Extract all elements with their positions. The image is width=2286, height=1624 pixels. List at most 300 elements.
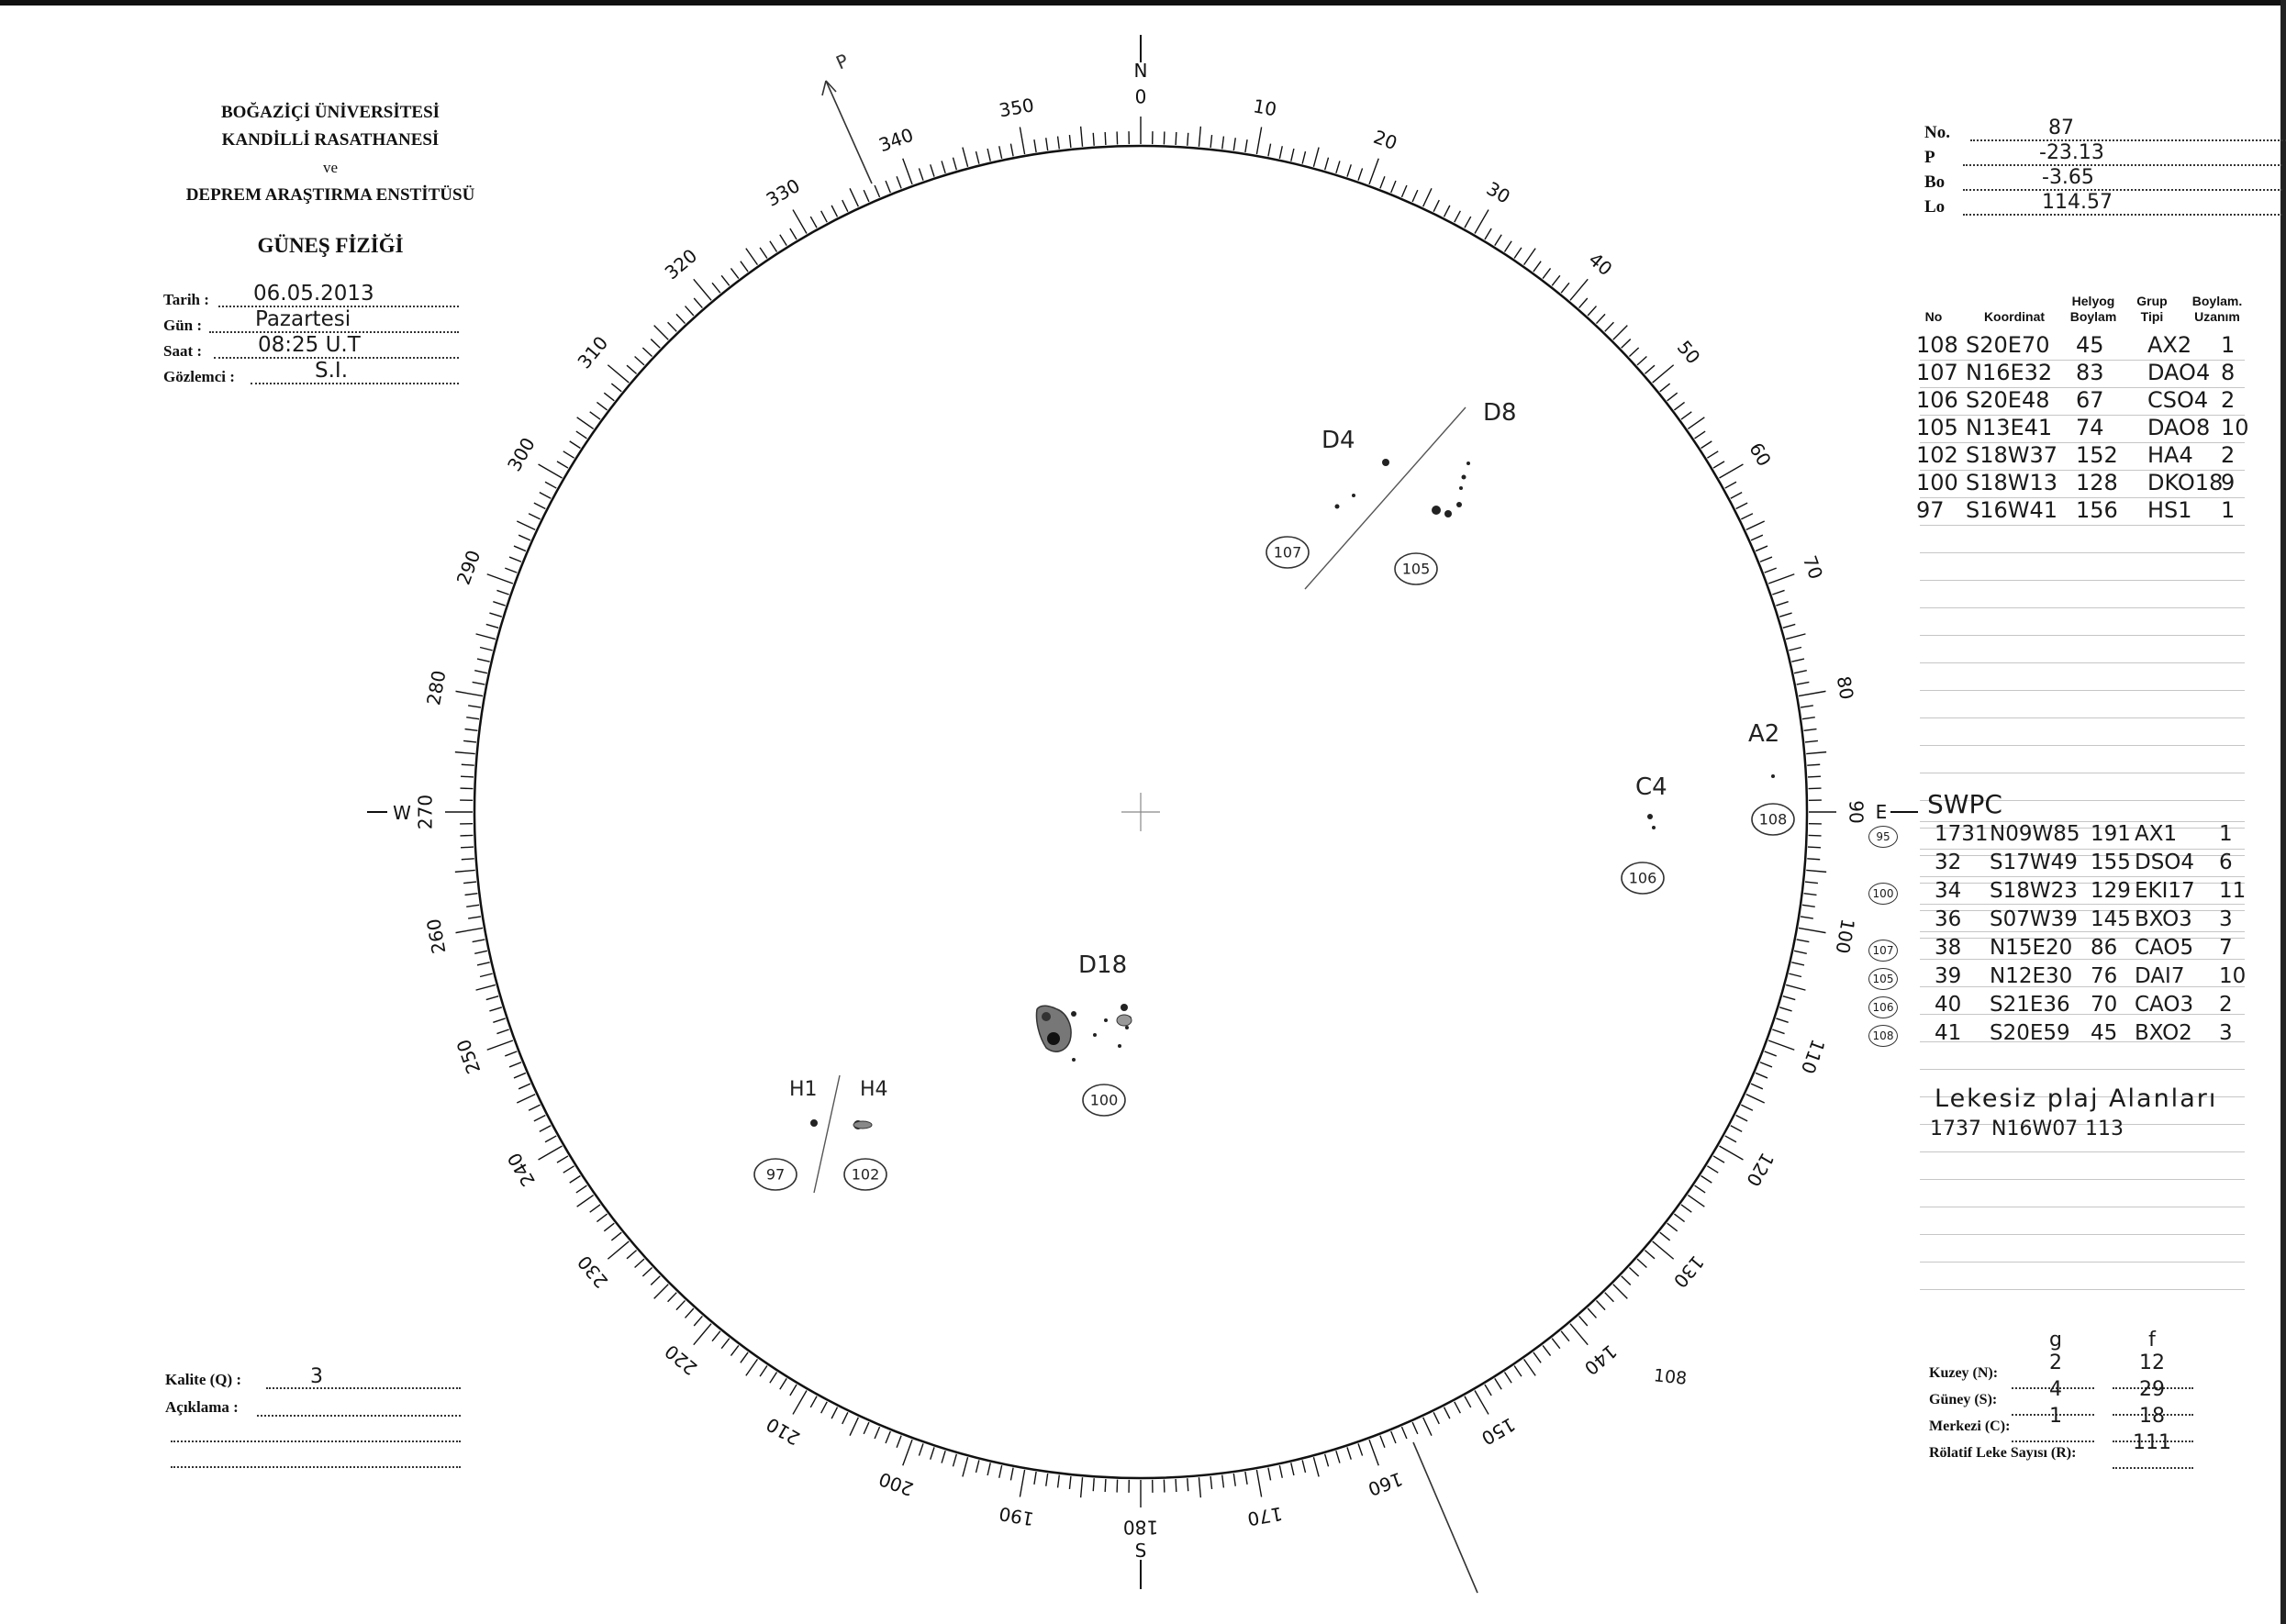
degree-tick: [1765, 1051, 1777, 1056]
degree-tick: [1725, 482, 1736, 488]
degree-tick: [850, 188, 858, 206]
degree-tick: [1746, 521, 1765, 529]
swpc-cell-ext: 3: [2219, 1021, 2233, 1045]
degree-tick: [1485, 1385, 1491, 1396]
degree-label: 70: [1798, 552, 1828, 583]
degree-tick: [1794, 951, 1807, 953]
degree-tick: [1069, 1476, 1070, 1489]
degree-tick: [897, 176, 901, 188]
degree-tick: [1741, 1105, 1753, 1110]
degree-tick: [480, 647, 493, 650]
degree-tick: [1504, 1373, 1511, 1384]
degree-tick: [1034, 1472, 1036, 1485]
relative-count-label: Rölatif Leke Sayısı (R):: [1929, 1445, 2077, 1461]
degree-tick: [474, 951, 487, 953]
degree-tick: [1768, 1040, 1794, 1050]
degree-tick: [1256, 1470, 1261, 1497]
degree-tick: [635, 1259, 644, 1267]
degree-tick: [1653, 365, 1674, 383]
degree-tick: [1667, 393, 1678, 401]
degree-tick: [746, 1359, 758, 1375]
group-cell-type: HA4: [2147, 442, 2193, 468]
degree-label: 50: [1672, 336, 1705, 369]
degree-tick: [1746, 1095, 1765, 1103]
north-g: 2: [2049, 1351, 2062, 1374]
degree-tick: [963, 1457, 968, 1476]
group-cell-ext: 1: [2221, 332, 2236, 358]
north-label: N: [1133, 60, 1148, 82]
degree-tick: [1561, 1331, 1569, 1341]
swpc-cell-no: 34: [1935, 879, 1962, 903]
degree-tick: [1210, 1476, 1211, 1489]
degree-tick: [1629, 348, 1638, 357]
degree-tick: [790, 1385, 797, 1396]
degree-tick: [476, 634, 496, 640]
degree-tick: [474, 671, 487, 673]
degree-tick: [1313, 1457, 1319, 1476]
degree-tick: [953, 158, 956, 170]
degree-tick: [1058, 1475, 1060, 1488]
degree-tick: [1401, 1427, 1406, 1439]
degree-tick: [999, 146, 1002, 159]
degree-tick: [953, 1454, 956, 1466]
sunspot: [1652, 826, 1656, 829]
sunspot: [1335, 505, 1340, 509]
degree-tick: [461, 776, 474, 777]
degree-tick: [850, 1418, 858, 1436]
degree-tick: [1222, 1475, 1224, 1488]
group-cell-no: 107: [1916, 360, 1958, 385]
degree-tick: [1455, 1402, 1461, 1413]
degree-tick: [509, 557, 521, 562]
sunspot: [1456, 502, 1462, 507]
degree-tick: [1802, 905, 1815, 907]
degree-tick: [1613, 326, 1628, 340]
degree-tick: [1805, 740, 1818, 741]
degree-tick: [1325, 1454, 1329, 1466]
group-separator: [814, 1075, 840, 1193]
degree-label: 100: [1831, 917, 1859, 956]
degree-tick: [1660, 384, 1670, 392]
time-label: Saat :: [163, 342, 203, 360]
degree-tick: [1485, 228, 1491, 239]
degree-tick: [1504, 241, 1511, 252]
sunspot-umbra: [1042, 1012, 1051, 1021]
sunspot: [1432, 506, 1441, 515]
swpc-cell-type: DAI7: [2135, 964, 2185, 988]
swpc-cell-type: BXO3: [2135, 907, 2192, 931]
degree-tick: [1358, 1443, 1363, 1455]
group-cell-helio: 45: [2076, 332, 2104, 358]
day-label: Gün :: [163, 317, 203, 334]
observer-value: S.I.: [315, 359, 349, 383]
degree-tick: [466, 905, 479, 907]
degree-tick: [1667, 1223, 1678, 1231]
swpc-ref-circle: 100: [1868, 883, 1898, 905]
degree-tick: [1444, 206, 1450, 217]
swpc-cell-coord: S17W49: [1990, 851, 2078, 874]
sunspot: [1459, 486, 1463, 490]
degree-tick: [1524, 249, 1536, 265]
degree-tick: [1731, 493, 1742, 499]
p-axis-line-south: [1413, 1442, 1478, 1593]
degree-tick: [686, 1308, 694, 1318]
degree-tick: [1688, 417, 1704, 429]
degree-tick: [468, 917, 481, 918]
degree-tick: [1808, 847, 1821, 848]
group-number-100: 100: [1089, 1091, 1119, 1109]
degree-tick: [1707, 451, 1718, 458]
degree-tick: [1279, 1465, 1282, 1478]
degree-tick: [496, 590, 508, 595]
degree-tick: [875, 1427, 879, 1439]
degree-tick: [604, 393, 614, 401]
north-label: Kuzey (N):: [1929, 1365, 1999, 1381]
degree-tick: [455, 752, 475, 754]
institute-line: BOĞAZİÇİ ÜNİVERSİTESİ: [220, 103, 440, 122]
sunspot-penumbra: [853, 1121, 872, 1129]
degree-tick: [987, 149, 990, 161]
sunspot: [1104, 1018, 1108, 1022]
degree-tick: [1719, 1146, 1743, 1160]
page-title: GÜNEŞ FİZİĞİ: [257, 234, 404, 257]
degree-tick: [780, 1378, 786, 1389]
degree-tick: [608, 365, 629, 383]
swpc-cell-ext: 11: [2219, 879, 2247, 903]
degree-tick: [493, 602, 505, 606]
degree-label: 90: [1845, 800, 1868, 824]
degree-tick: [1789, 647, 1801, 650]
degree-tick: [1475, 1390, 1489, 1414]
degree-tick: [1302, 1460, 1305, 1473]
degree-tick: [730, 268, 738, 278]
swpc-cell-no: 38: [1935, 936, 1962, 960]
degree-tick: [1570, 1324, 1588, 1345]
group-number-108: 108: [1758, 810, 1788, 829]
group-cell-helio: 156: [2076, 497, 2118, 523]
degree-tick: [627, 365, 637, 373]
day-value: Pazartesi: [255, 307, 351, 331]
degree-tick: [1804, 729, 1817, 731]
degree-tick: [1695, 1185, 1706, 1193]
degree-label: 0: [1134, 85, 1147, 108]
degree-tick: [563, 451, 574, 458]
degree-tick: [1233, 1474, 1235, 1486]
group-cell-no: 102: [1916, 442, 1958, 468]
degree-tick: [668, 1293, 677, 1302]
degree-label: 280: [422, 668, 451, 707]
degree-tick: [694, 1316, 702, 1326]
swpc-cell-type: AX1: [2135, 822, 2178, 846]
north-f: 12: [2139, 1351, 2165, 1374]
group-cell-helio: 152: [2076, 442, 2118, 468]
group-label-a2: A2: [1748, 720, 1780, 748]
col-header-ext: Boylam. Uzanım: [2191, 294, 2243, 324]
degree-tick: [1681, 1205, 1691, 1212]
degree-label: 160: [1365, 1467, 1406, 1501]
degree-tick: [539, 1146, 563, 1160]
degree-tick: [1776, 602, 1788, 606]
swpc-cell-coord: N15E20: [1990, 936, 2073, 960]
degree-tick: [1561, 283, 1569, 293]
sunspot: [1118, 1044, 1121, 1048]
degree-tick: [486, 996, 498, 1000]
degree-tick: [1681, 412, 1691, 419]
degree-tick: [557, 1156, 568, 1162]
degree-label: 210: [762, 1413, 804, 1451]
plage-no: 1737: [1930, 1118, 1981, 1140]
degree-tick: [1797, 682, 1810, 684]
degree-tick: [1268, 144, 1271, 157]
col-header-coord: Koordinat: [1983, 309, 2046, 324]
degree-tick: [987, 1463, 990, 1475]
degree-tick: [519, 535, 530, 540]
degree-tick: [1222, 137, 1224, 150]
degree-tick: [1776, 1018, 1788, 1022]
degree-tick: [1713, 1156, 1724, 1162]
degree-tick: [919, 168, 923, 180]
sunspot: [1352, 494, 1355, 497]
degree-tick: [1433, 200, 1439, 212]
group-cell-type: AX2: [2147, 332, 2192, 358]
degree-tick: [461, 847, 474, 848]
degree-tick: [539, 464, 563, 478]
degree-tick: [1245, 139, 1247, 152]
group-number-102: 102: [851, 1165, 880, 1184]
degree-tick: [668, 322, 677, 331]
degree-tick: [746, 249, 758, 265]
degree-tick: [1495, 1378, 1501, 1389]
degree-tick: [886, 181, 890, 193]
degree-tick: [1233, 138, 1235, 150]
degree-tick: [842, 1412, 848, 1424]
degree-tick: [1552, 275, 1560, 285]
degree-tick: [919, 1443, 923, 1455]
swpc-cell-no: 36: [1935, 907, 1962, 931]
degree-tick: [463, 740, 476, 741]
swpc-cell-no: 1731: [1935, 822, 1989, 846]
degree-tick: [793, 1390, 807, 1414]
degree-tick: [563, 1166, 574, 1173]
group-cell-type: HS1: [2147, 497, 2192, 523]
degree-tick: [686, 306, 694, 316]
swpc-cell-type: CAO5: [2135, 936, 2194, 960]
swpc-ref-circle: 107: [1868, 940, 1898, 962]
degree-tick: [480, 973, 493, 976]
swpc-cell-ext: 6: [2219, 851, 2233, 874]
degree-label: 240: [502, 1149, 540, 1191]
degree-label: 180: [1122, 1516, 1159, 1539]
bo-label: Bo: [1924, 172, 1946, 192]
sunspot: [1071, 1011, 1076, 1017]
degree-tick: [741, 261, 748, 272]
sunspot: [1121, 1004, 1128, 1011]
degree-tick: [1719, 464, 1743, 478]
degree-tick: [1579, 298, 1588, 308]
degree-tick: [642, 1267, 652, 1276]
degree-tick: [1765, 568, 1777, 573]
degree-tick: [1741, 514, 1753, 519]
lo-label: Lo: [1924, 197, 1946, 217]
degree-tick: [1772, 590, 1784, 595]
degree-tick: [676, 1300, 686, 1309]
degree-tick: [1412, 1422, 1418, 1434]
plage-helio: 113: [2085, 1118, 2124, 1140]
degree-tick: [509, 1062, 521, 1067]
degree-tick: [1514, 1366, 1522, 1377]
p-axis-label: P: [832, 49, 853, 74]
south-f: 29: [2139, 1378, 2165, 1401]
degree-tick: [1783, 996, 1795, 1000]
group-label-h1: H1: [789, 1078, 818, 1101]
south-g: 4: [2049, 1378, 2062, 1401]
quality-value[interactable]: 3: [310, 1365, 323, 1388]
degree-tick: [1772, 1029, 1784, 1034]
degree-tick: [1799, 691, 1826, 695]
degree-tick: [1268, 1468, 1271, 1481]
degree-tick: [886, 1431, 890, 1443]
degree-tick: [903, 159, 912, 184]
group-cell-ext: 10: [2221, 415, 2249, 440]
degree-label: 140: [1579, 1340, 1622, 1380]
degree-tick: [1605, 1293, 1614, 1302]
degree-tick: [1433, 1412, 1439, 1424]
degree-tick: [477, 962, 490, 965]
degree-tick: [462, 859, 474, 860]
degree-tick: [540, 493, 551, 499]
degree-tick: [741, 1352, 748, 1363]
degree-tick: [864, 1422, 869, 1434]
degree-tick: [1391, 1431, 1396, 1443]
degree-label: 20: [1370, 125, 1400, 155]
degree-tick: [1325, 158, 1329, 170]
degree-label: 230: [573, 1251, 613, 1293]
degree-tick: [1751, 535, 1763, 540]
sunspot: [1771, 774, 1775, 778]
group-cell-coord: S18W13: [1966, 470, 2058, 495]
degree-tick: [864, 190, 869, 202]
degree-tick: [1081, 1477, 1083, 1497]
degree-tick: [496, 1029, 508, 1034]
degree-tick: [1637, 1259, 1646, 1267]
degree-tick: [790, 228, 797, 239]
degree-tick: [466, 717, 479, 719]
degree-tick: [514, 1073, 526, 1077]
degree-tick: [604, 1223, 614, 1231]
south-label: S: [1134, 1540, 1147, 1562]
sunspot: [1125, 1026, 1129, 1029]
degree-tick: [1756, 546, 1767, 551]
degree-tick: [1807, 764, 1820, 765]
group-cell-type: CSO4: [2147, 387, 2209, 413]
degree-label: 80: [1832, 674, 1858, 702]
degree-tick: [1020, 128, 1024, 155]
degree-tick: [1105, 132, 1106, 145]
degree-tick: [712, 1331, 720, 1341]
degree-tick: [1552, 1339, 1560, 1349]
degree-tick: [1637, 357, 1646, 365]
sunspot: [1382, 459, 1389, 466]
institute-line: DEPREM ARAŞTIRMA ENSTİTÜSÜ: [185, 185, 475, 205]
swpc-ref-circle: 105: [1868, 968, 1898, 990]
degree-tick: [1291, 1463, 1294, 1475]
degree-tick: [1794, 671, 1807, 673]
degree-tick: [517, 521, 535, 529]
degree-tick: [473, 682, 485, 684]
degree-tick: [1695, 431, 1706, 439]
swpc-heading: SWPC: [1927, 789, 2002, 819]
degree-tick: [1199, 127, 1200, 147]
degree-label: 60: [1745, 439, 1776, 471]
degree-tick: [1805, 882, 1818, 883]
plage-note: Lekesiz plaj Alanları: [1935, 1085, 2218, 1113]
degree-tick: [505, 1051, 517, 1056]
institute-line: ve: [322, 159, 339, 176]
degree-label: 290: [452, 547, 485, 588]
sunspot: [1466, 462, 1470, 465]
group-number-97: 97: [765, 1165, 786, 1184]
degree-tick: [654, 326, 669, 340]
degree-tick: [1791, 962, 1804, 965]
degree-tick: [1543, 268, 1550, 278]
degree-tick: [942, 1451, 945, 1463]
swpc-cell-ext: 7: [2219, 936, 2233, 960]
degree-tick: [487, 1040, 513, 1050]
degree-tick: [514, 546, 526, 551]
group-cell-coord: N16E32: [1966, 360, 2053, 385]
group-number-107: 107: [1273, 543, 1302, 562]
degree-label: 110: [1796, 1036, 1830, 1077]
degree-tick: [1736, 1116, 1747, 1121]
degree-tick: [931, 164, 934, 176]
degree-label: 30: [1482, 177, 1514, 208]
degree-tick: [465, 729, 478, 731]
west-label: W: [393, 802, 411, 824]
degree-tick: [456, 691, 484, 695]
col-header-no: No: [1924, 309, 1943, 324]
degree-label: 300: [502, 433, 540, 475]
group-label-d4: D4: [1321, 427, 1355, 454]
degree-label: 310: [573, 331, 613, 373]
degree-tick: [505, 568, 517, 573]
degree-label: 350: [997, 94, 1036, 122]
sunspot-penumbra: [1117, 1015, 1132, 1026]
degree-tick: [1645, 365, 1655, 373]
degree-label: 340: [875, 123, 917, 157]
group-cell-type: DKO18: [2147, 470, 2224, 495]
date-value: 06.05.2013: [253, 282, 374, 306]
degree-tick: [1783, 624, 1795, 628]
degree-tick: [463, 882, 476, 883]
degree-tick: [608, 1241, 629, 1259]
degree-tick: [1313, 148, 1319, 167]
group-cell-type: DAO8: [2147, 415, 2211, 440]
degree-tick: [651, 339, 660, 349]
degree-tick: [1391, 181, 1396, 193]
degree-tick: [1495, 235, 1501, 246]
degree-label: 220: [660, 1340, 702, 1380]
group-cell-coord: S18W37: [1966, 442, 2058, 468]
group-cell-coord: S20E70: [1966, 332, 2050, 358]
swpc-cell-helio: 191: [2091, 822, 2131, 846]
degree-tick: [1622, 339, 1631, 349]
degree-tick: [1058, 137, 1060, 150]
swpc-cell-helio: 129: [2091, 879, 2131, 903]
stray-note: 108: [1652, 1365, 1689, 1389]
p-axis-line: [826, 81, 872, 184]
swpc-cell-coord: S18W23: [1990, 879, 2078, 903]
degree-tick: [1524, 1359, 1536, 1375]
